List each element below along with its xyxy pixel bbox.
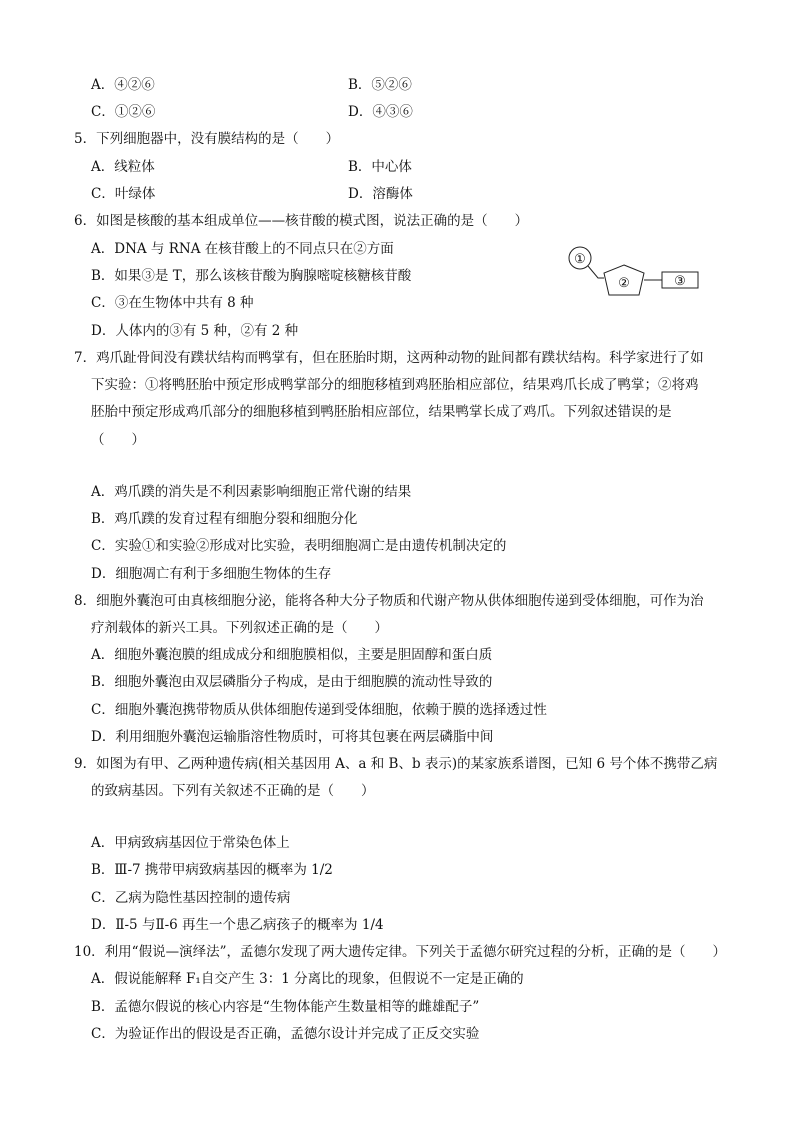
q10-option-b: B．孟德尔假说的核心内容是“生物体能产生数量相等的雌雄配子” [91, 999, 480, 1015]
q8-option-c: C．细胞外囊泡携带物质从供体细胞传递到受体细胞，依赖于膜的选择透过性 [91, 702, 547, 718]
q8-stem-line-2: 疗剂载体的新兴工具。下列叙述正确的是（ ） [91, 620, 388, 636]
q9-option-c: C．乙病为隐性基因控制的遗传病 [91, 890, 291, 906]
q6-stem: 6．如图是核酸的基本组成单位——核苷酸的模式图，说法正确的是（ ） [74, 213, 529, 229]
q8-option-a: A．细胞外囊泡膜的组成成分和细胞膜相似，主要是胆固醇和蛋白质 [91, 647, 493, 663]
q7-option-c: C．实验①和实验②形成对比实验，表明细胞凋亡是由遗传机制决定的 [91, 538, 507, 554]
q9-stem-line-1: 9．如图为有甲、乙两种遗传病(相关基因用 A、a 和 B、b 表示)的某家族系谱图，已知 6 号个体不携带乙病 [74, 756, 718, 772]
q7-stem-line-1: 7．鸡爪趾骨间没有蹼状结构而鸭掌有，但在胚胎时期，这两种动物的趾间都有蹼状结构。科学家进行了如 [74, 350, 704, 366]
q7-stem-line-3: 胚胎中预定形成鸡爪部分的细胞移植到鸭胚胎相应部位，结果鸭掌长成了鸡爪。下列叙述错误的是 [91, 404, 672, 420]
q5-stem: 5．下列细胞器中，没有膜结构的是（ ） [74, 131, 340, 147]
q8-option-b: B．细胞外囊泡由双层磷脂分子构成，是由于细胞膜的流动性导致的 [91, 674, 493, 690]
label-3: ③ [674, 274, 686, 289]
q9-option-b: B．Ⅲ-7 携带甲病致病基因的概率为 1/2 [91, 862, 333, 878]
q5-option-b: B．中心体 [348, 159, 412, 175]
q5-option-a: A．线粒体 [91, 159, 155, 175]
q7-option-a: A．鸡爪蹼的消失是不利因素影响细胞正常代谢的结果 [91, 484, 412, 500]
q10-option-a: A．假说能解释 F₁自交产生 3：1 分离比的现象，但假说不一定是正确的 [91, 971, 524, 987]
q10-option-c: C．为验证作出的假设是否正确，孟德尔设计并完成了正反交实验 [91, 1026, 480, 1042]
prev-option-a: A．④②⑥ [91, 77, 155, 93]
prev-option-b: B．⑤②⑥ [348, 77, 412, 93]
label-1: ① [574, 252, 586, 267]
q10-stem: 10．利用“假说—演绎法”，孟德尔发现了两大遗传定律。下列关于孟德尔研究过程的分析，正确的是（ ） [74, 944, 726, 960]
q9-stem-line-2: 的致病基因。下列有关叙述不正确的是（ ） [91, 783, 375, 799]
q7-stem-line-2: 下实验：①将鸭胚胎中预定形成鸭掌部分的细胞移植到鸡胚胎相应部位，结果鸡爪长成了鸭掌；②将鸡 [91, 377, 699, 393]
q6-option-b: B．如果③是 T，那么该核苷酸为胸腺嘧啶核糖核苷酸 [91, 268, 412, 284]
q7-stem-line-4: （ ） [91, 432, 145, 448]
q8-option-d: D．利用细胞外囊泡运输脂溶性物质时，可将其包裹在两层磷脂中间 [91, 729, 494, 745]
q8-stem-line-1: 8．细胞外囊泡可由真核细胞分泌，能将各种大分子物质和代谢产物从供体细胞传递到受体细胞，可作为治 [74, 593, 704, 609]
q9-option-a: A．甲病致病基因位于常染色体上 [91, 835, 290, 851]
q5-option-d: D．溶酶体 [348, 186, 413, 202]
phosphate-bond [588, 266, 604, 278]
q9-option-d: D．Ⅱ-5 与Ⅱ-6 再生一个患乙病孩子的概率为 1/4 [91, 917, 384, 933]
nucleotide-diagram [560, 240, 710, 310]
q6-option-d: D．人体内的③有 5 种，②有 2 种 [91, 323, 299, 339]
q6-option-a: A．DNA 与 RNA 在核苷酸上的不同点只在②方面 [91, 241, 394, 257]
q7-option-b: B．鸡爪蹼的发育过程有细胞分裂和细胞分化 [91, 511, 358, 527]
prev-option-c: C．①②⑥ [91, 104, 156, 120]
q6-option-c: C．③在生物体中共有 8 种 [91, 295, 254, 311]
prev-option-d: D．④③⑥ [348, 104, 413, 120]
q5-option-c: C．叶绿体 [91, 186, 156, 202]
label-2: ② [618, 276, 630, 291]
q7-option-d: D．细胞凋亡有利于多细胞生物体的生存 [91, 566, 332, 582]
